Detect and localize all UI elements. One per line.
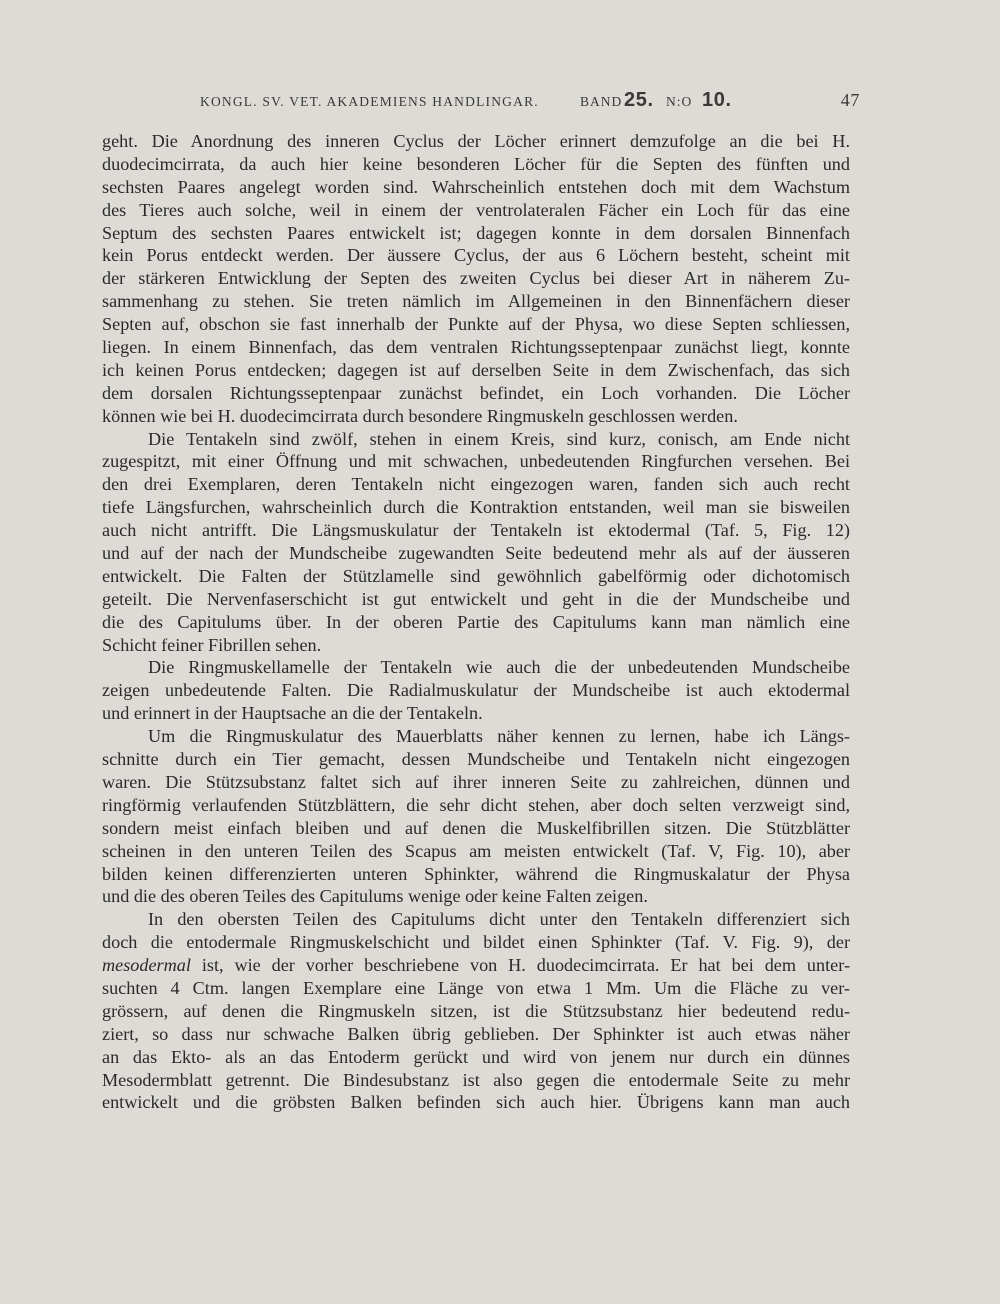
text-line: auch nicht antrifft. Die Längsmuskulatur der Tentakeln ist ektodermal (Taf. 5, Fig. 12): [102, 520, 850, 541]
text-line: geht. Die Anordnung des inneren Cyclus der Löcher erinnert demzufolge an die bei H.: [102, 131, 850, 151]
text-line: Die Ringmuskellamelle der Tentakeln wie auch die der unbedeutenden Mundscheibe: [148, 657, 850, 678]
text-line: Schicht feiner Fibrillen sehen.: [102, 634, 322, 655]
text-line: kein Porus entdeckt werden. Der äussere Cyclus, der aus 6 Löchern besteht, scheint mit: [102, 245, 850, 266]
volume-label: BAND: [580, 94, 623, 109]
text-line: können wie bei H. duodecimcirrata durch besondere Ringmuskeln geschlossen werden.: [102, 405, 738, 426]
text-line: sechsten Paares angelegt worden sind. Wahrscheinlich entstehen doch mit dem Wachstum: [102, 176, 850, 197]
italic-term: mesodermal: [102, 955, 191, 976]
body-text: [102, 130, 850, 1137]
text-line: Septum des sechsten Paares entwickelt ist; dagegen konnte in dem dorsalen Binnenfach: [102, 222, 850, 243]
text-line: [102, 1114, 850, 1137]
volume-number: 25.: [624, 89, 654, 111]
text-line: der stärkeren Entwicklung der Septen des zweiten Cyclus bei dieser Art in näherem Zu-: [102, 268, 850, 289]
text-line: sondern meist einfach bleiben und auf denen die Muskelfibrillen sitzen. Die Stützblätter: [102, 817, 850, 838]
text-line: ich keinen Porus entdecken; dagegen ist auf derselben Seite in dem Zwischenfach, das sich: [102, 359, 850, 380]
text-line: und erinnert in der Hauptsache an die der Tentakeln.: [102, 703, 483, 724]
text-line: und die des oberen Teiles des Capitulums wenige oder keine Falten zeigen.: [102, 886, 648, 907]
text-line: geteilt. Die Nervenfaserschicht ist gut entwickelt und geht in die der Mundscheibe und: [102, 588, 850, 609]
running-header: [200, 90, 860, 114]
text-line: an das Ekto- als an das Entoderm gerückt und wird von jenem nur durch ein dünnes: [102, 1046, 850, 1067]
page-number: 47: [840, 90, 860, 110]
text-line: die des Capitulums über. In der oberen Partie des Capitulums kann man nämlich eine: [102, 611, 850, 632]
text-line: bilden keinen differenzierten unteren Sphinkter, während die Ringmuskalatur der Physa: [102, 863, 850, 884]
text-line: ziert, so dass nur schwache Balken übrig geblieben. Der Sphinkter ist auch etwas näher: [102, 1023, 850, 1044]
text-line: suchten 4 Ctm. langen Exemplare eine Länge von etwa 1 Mm. Um die Fläche zu ver-: [102, 977, 850, 998]
text-line: ringförmig verlaufenden Stützblättern, die sehr dicht stehen, aber doch selten verzweigt sind,: [102, 794, 850, 815]
text-line: und auf der nach der Mundscheibe zugewandten Seite bedeutend mehr als auf der äusseren: [102, 543, 850, 564]
text-line: duodecimcirrata, da auch hier keine besonderen Löcher für die Septen des fünften und: [102, 153, 850, 174]
text-line: grössern, auf denen die Ringmuskeln sitzen, ist die Stützsubstanz hier bedeutend redu-: [102, 1000, 850, 1021]
text-line: [102, 954, 850, 977]
text-line: den drei Exemplaren, deren Tentakeln nicht eingezogen waren, fanden sich auch recht: [102, 474, 850, 495]
text-line: Mesodermblatt getrennt. Die Bindesubstanz ist also gegen die entodermale Seite zu mehr: [102, 1069, 850, 1090]
text-line: dem dorsalen Richtungsseptenpaar zunächst befindet, ein Loch vorhanden. Die Löcher: [102, 382, 850, 403]
text-line: entwickelt. Die Falten der Stützlamelle sind gewöhnlich gabelförmig oder dichotomisch: [102, 565, 850, 586]
text-line: scheinen in den unteren Teilen des Scapus am meisten entwickelt (Taf. V, Fig. 10), aber: [102, 840, 850, 861]
text-line: Die Tentakeln sind zwölf, stehen in einem Kreis, sind kurz, conisch, am Ende nicht: [148, 428, 850, 449]
text-line: waren. Die Stützsubstanz faltet sich auf ihrer inneren Seite zu zahlreichen, dünnen und: [102, 771, 850, 792]
text-line: schnitte durch ein Tier gemacht, dessen Mundscheibe und Tentakeln nicht eingezogen: [102, 749, 850, 770]
text-line: entwickelt und die gröbsten Balken befinden sich auch hier. Übrigens kann man auch: [102, 1092, 850, 1113]
text-line: tiefe Längsfurchen, wahrscheinlich durch die Kontraktion entstanden, weil man sie bisweilen: [102, 497, 850, 518]
text-line: zugespitzt, mit einer Öffnung und mit schwachen, unbedeutenden Ringfurchen versehen. Bei: [102, 451, 850, 472]
text-line: liegen. In einem Binnenfach, das dem ventralen Richtungsseptenpaar zunächst liegt, konnte: [102, 337, 850, 358]
text-line: doch die entodermale Ringmuskelschicht und bildet einen Sphinkter (Taf. V. Fig. 9), der: [102, 932, 850, 953]
text-line: sammenhang zu stehen. Sie treten nämlich im Allgemeinen in den Binnenfächern dieser: [102, 291, 850, 312]
issue-label: N:O: [666, 94, 693, 109]
text-line: In den obersten Teilen des Capitulums dicht unter den Tentakeln differenziert sich: [148, 909, 850, 930]
text-line: des Tieres auch solche, weil in einem der ventrolateralen Fächer ein Loch für das eine: [102, 199, 850, 220]
issue-number: 10.: [702, 89, 732, 111]
text-line: Um die Ringmuskulatur des Mauerblatts näher kennen zu lernen, habe ich Längs-: [148, 726, 850, 747]
text-line: Septen auf, obschon sie fast innerhalb der Punkte auf der Physa, wo diese Septen schliessen,: [102, 314, 850, 335]
text-line-rest: ist, wie der vorher beschriebene von H. duodecimcirrata. Er hat bei dem unter-: [201, 955, 850, 976]
text-line: zeigen unbedeutende Falten. Die Radialmuskulatur der Mundscheibe ist auch ektodermal: [102, 680, 850, 701]
journal-title: KONGL. SV. VET. AKADEMIENS HANDLINGAR.: [200, 94, 539, 109]
